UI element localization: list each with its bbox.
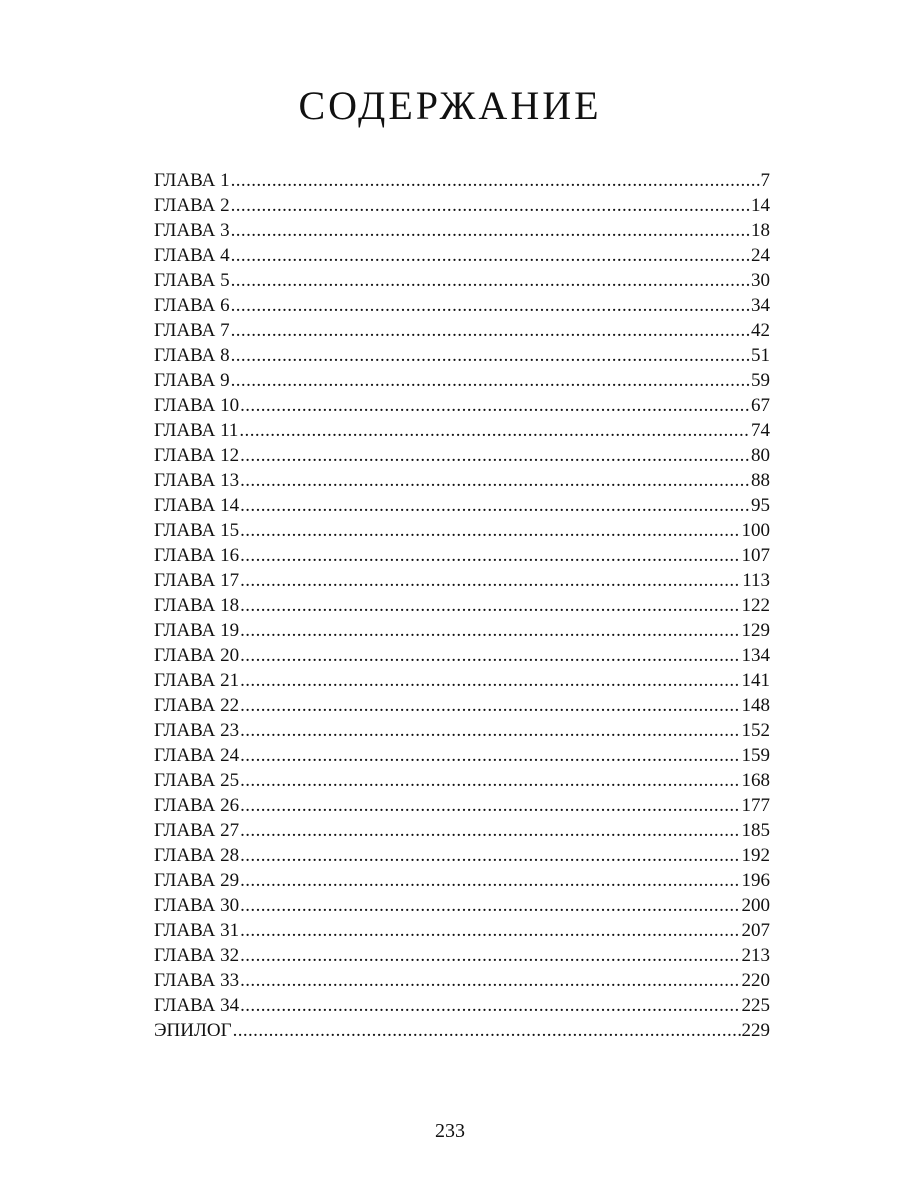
toc-entry (154, 268, 770, 293)
toc-entry-label: ГЛАВА 17 (154, 570, 240, 591)
dot-leader (239, 418, 750, 443)
toc-entry (154, 743, 770, 768)
toc-entry-label: ГЛАВА 13 (154, 470, 240, 491)
toc-entry-label: ГЛАВА 33 (154, 970, 240, 991)
toc-entry-page-number: 67 (751, 395, 770, 416)
dot-leader (240, 918, 740, 943)
toc-entry (154, 618, 770, 643)
toc-entry-label: ГЛАВА 22 (154, 695, 240, 716)
dot-leader (231, 318, 750, 343)
toc-entry (154, 468, 770, 493)
toc-entry (154, 193, 770, 218)
toc-entry-label: ГЛАВА 25 (154, 770, 240, 791)
toc-entry-page-number: 51 (751, 345, 770, 366)
toc-entry-page-number: 168 (741, 770, 770, 791)
dot-leader (240, 893, 740, 918)
dot-leader (231, 368, 750, 393)
dot-leader (231, 218, 750, 243)
dot-leader (240, 643, 740, 668)
dot-leader (240, 718, 740, 743)
toc-entry-page-number: 14 (751, 195, 770, 216)
dot-leader (240, 668, 740, 693)
toc-entry-label: ГЛАВА 21 (154, 670, 240, 691)
toc-entry-label: ГЛАВА 28 (154, 845, 240, 866)
toc-entry (154, 293, 770, 318)
toc-entry-label: ГЛАВА 20 (154, 645, 240, 666)
toc-entry-label: ГЛАВА 24 (154, 745, 240, 766)
toc-entry (154, 868, 770, 893)
toc-entry-label: ГЛАВА 23 (154, 720, 240, 741)
dot-leader (231, 168, 760, 193)
toc-entry-label: ГЛАВА 6 (154, 295, 230, 316)
toc-entry (154, 668, 770, 693)
toc-entry (154, 968, 770, 993)
toc-entry-page-number: 30 (751, 270, 770, 291)
page-number: 233 (435, 1120, 465, 1142)
dot-leader (231, 193, 750, 218)
toc-entry-label: ГЛАВА 11 (154, 420, 239, 441)
toc-entry-page-number: 122 (741, 595, 770, 616)
toc-entry-label: ГЛАВА 5 (154, 270, 230, 291)
toc-entry-page-number: 196 (741, 870, 770, 891)
toc-entry-page-number: 134 (741, 645, 770, 666)
toc-entry (154, 1018, 770, 1043)
toc-entry-page-number: 80 (751, 445, 770, 466)
toc-entry (154, 393, 770, 418)
toc-entry (154, 168, 770, 193)
toc-entry-label: ГЛАВА 4 (154, 245, 230, 266)
toc-entry (154, 218, 770, 243)
toc-entry-label: ГЛАВА 19 (154, 620, 240, 641)
dot-leader (231, 343, 750, 368)
toc-entry-page-number: 129 (741, 620, 770, 641)
dot-leader (240, 843, 740, 868)
dot-leader (240, 793, 740, 818)
toc-entry (154, 843, 770, 868)
dot-leader (240, 543, 740, 568)
toc-entry (154, 693, 770, 718)
toc-entry-label: ГЛАВА 31 (154, 920, 240, 941)
dot-leader (240, 743, 740, 768)
toc-entry (154, 368, 770, 393)
toc-entry-label: ГЛАВА 15 (154, 520, 240, 541)
toc-entry-label: ГЛАВА 3 (154, 220, 230, 241)
toc-entry-page-number: 185 (741, 820, 770, 841)
toc-entry (154, 893, 770, 918)
toc-entry (154, 518, 770, 543)
toc-entry (154, 343, 770, 368)
dot-leader (231, 293, 750, 318)
dot-leader (240, 693, 740, 718)
toc-entry-page-number: 59 (751, 370, 770, 391)
toc-entry (154, 993, 770, 1018)
page-title: СОДЕРЖАНИЕ (298, 83, 602, 128)
dot-leader (240, 818, 740, 843)
toc-entry-page-number: 24 (751, 245, 770, 266)
dot-leader (240, 393, 750, 418)
toc-entry-label: ГЛАВА 18 (154, 595, 240, 616)
toc-entry-page-number: 74 (751, 420, 770, 441)
toc-entry-label: ГЛАВА 32 (154, 945, 240, 966)
dot-leader (240, 993, 740, 1018)
dot-leader (240, 468, 750, 493)
dot-leader (240, 868, 740, 893)
toc-entry-page-number: 113 (742, 570, 770, 591)
toc-entry-page-number: 148 (741, 695, 770, 716)
toc-entry-label: ГЛАВА 30 (154, 895, 240, 916)
toc-entry (154, 818, 770, 843)
dot-leader (240, 568, 741, 593)
toc-entry-label: ЭПИЛОГ (154, 1020, 232, 1041)
dot-leader (240, 593, 740, 618)
toc-entry (154, 243, 770, 268)
toc-entry-label: ГЛАВА 16 (154, 545, 240, 566)
toc-entry-label: ГЛАВА 12 (154, 445, 240, 466)
toc-entry-label: ГЛАВА 34 (154, 995, 240, 1016)
toc-entry (154, 443, 770, 468)
dot-leader (240, 518, 740, 543)
table-of-contents (154, 168, 770, 1043)
toc-entry-page-number: 107 (741, 545, 770, 566)
toc-entry (154, 793, 770, 818)
toc-entry (154, 593, 770, 618)
toc-entry (154, 643, 770, 668)
toc-entry-page-number: 34 (751, 295, 770, 316)
toc-entry-page-number: 18 (751, 220, 770, 241)
toc-entry (154, 493, 770, 518)
dot-leader (240, 618, 740, 643)
toc-entry (154, 318, 770, 343)
toc-entry-label: ГЛАВА 2 (154, 195, 230, 216)
toc-entry (154, 918, 770, 943)
dot-leader (233, 1018, 741, 1043)
toc-entry (154, 718, 770, 743)
toc-entry-label: ГЛАВА 29 (154, 870, 240, 891)
toc-entry-page-number: 177 (741, 795, 770, 816)
toc-entry-page-number: 152 (741, 720, 770, 741)
toc-entry-label: ГЛАВА 8 (154, 345, 230, 366)
toc-entry (154, 543, 770, 568)
toc-entry-page-number: 42 (751, 320, 770, 341)
toc-entry-page-number: 141 (741, 670, 770, 691)
toc-entry (154, 768, 770, 793)
toc-entry-page-number: 159 (741, 745, 770, 766)
dot-leader (240, 968, 740, 993)
toc-entry-label: ГЛАВА 10 (154, 395, 240, 416)
toc-entry-page-number: 213 (741, 945, 770, 966)
toc-entry-label: ГЛАВА 1 (154, 170, 230, 191)
dot-leader (240, 443, 750, 468)
toc-entry (154, 568, 770, 593)
toc-entry-label: ГЛАВА 27 (154, 820, 240, 841)
toc-entry-page-number: 88 (751, 470, 770, 491)
toc-entry-label: ГЛАВА 9 (154, 370, 230, 391)
toc-entry-label: ГЛАВА 7 (154, 320, 230, 341)
toc-entry-page-number: 192 (741, 845, 770, 866)
toc-entry-page-number: 229 (741, 1020, 770, 1041)
dot-leader (231, 268, 750, 293)
dot-leader (240, 943, 740, 968)
dot-leader (240, 768, 740, 793)
toc-entry-page-number: 200 (741, 895, 770, 916)
dot-leader (231, 243, 750, 268)
toc-entry-page-number: 7 (760, 170, 770, 191)
toc-entry-page-number: 95 (751, 495, 770, 516)
toc-entry-label: ГЛАВА 26 (154, 795, 240, 816)
toc-entry-page-number: 220 (741, 970, 770, 991)
toc-entry-page-number: 207 (741, 920, 770, 941)
toc-entry-page-number: 100 (741, 520, 770, 541)
toc-entry-label: ГЛАВА 14 (154, 495, 240, 516)
toc-entry (154, 943, 770, 968)
dot-leader (240, 493, 750, 518)
toc-entry (154, 418, 770, 443)
toc-entry-page-number: 225 (741, 995, 770, 1016)
